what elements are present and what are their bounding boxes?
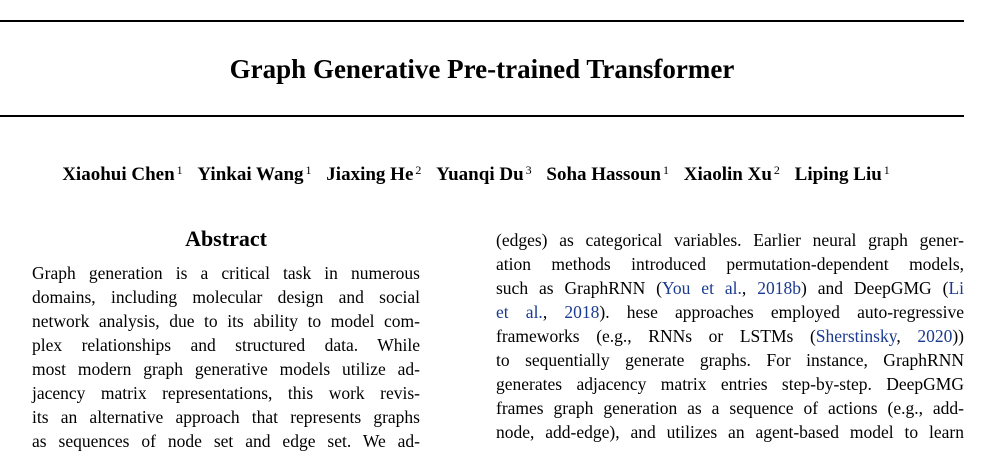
- body-line: [496, 324, 964, 348]
- author-name: Yinkai Wang: [197, 164, 304, 185]
- body-line: (edges) as categorical variables. Earlier neural graph gener-: [496, 230, 964, 250]
- body-text: frameworks (e.g., RNNs or LSTMs (: [496, 326, 816, 346]
- author-list: [0, 158, 952, 187]
- body-text: ,: [542, 302, 565, 322]
- author-affiliation: 1: [883, 163, 890, 177]
- body-line: [496, 300, 964, 324]
- author-5: [546, 158, 669, 187]
- body-line: ation methods introduced permutation-dependent models,: [496, 254, 964, 274]
- abstract-line: domains, including molecular design and social: [32, 287, 420, 307]
- title-top-rule: [0, 20, 964, 22]
- abstract-line: plex relationships and structured data. While: [32, 335, 420, 355]
- citation-link[interactable]: 2020: [917, 326, 953, 346]
- abstract-line: its an alternative approach that represents graphs: [32, 407, 420, 427]
- body-line: frames graph generation as a sequence of actions (e.g., add-: [496, 398, 964, 418]
- body-line: [496, 276, 964, 300]
- abstract-line: Graph generation is a critical task in numerous: [32, 263, 420, 283]
- abstract-line: jacency matrix representations, this work revis-: [32, 383, 420, 403]
- citation-link[interactable]: 2018: [564, 302, 600, 322]
- author-affiliation: 2: [415, 163, 422, 177]
- author-name: Yuanqi Du: [436, 164, 524, 185]
- author-name: Xiaolin Xu: [683, 164, 772, 185]
- author-3: [326, 158, 421, 187]
- author-affiliation: 2: [773, 163, 780, 177]
- author-6: [684, 158, 780, 187]
- citation-link[interactable]: et al.: [496, 302, 543, 322]
- citation-link[interactable]: You et al.: [661, 278, 742, 298]
- author-affiliation: 1: [176, 163, 183, 177]
- author-2: [197, 158, 311, 187]
- abstract-line: network analysis, due to its ability to model com-: [32, 311, 420, 331]
- citation-link[interactable]: 2018b: [757, 278, 801, 298]
- author-4: [436, 158, 532, 187]
- body-text: )): [952, 326, 964, 346]
- title-bottom-rule: [0, 115, 964, 117]
- author-name: Xiaohui Chen: [62, 164, 175, 185]
- body-line: node, add-edge), and utilizes an agent-based model to learn: [496, 422, 964, 442]
- citation-link[interactable]: Li: [948, 278, 965, 298]
- author-7: [795, 158, 890, 187]
- citation-link[interactable]: Sherstinsky: [815, 326, 897, 346]
- author-name: Liping Liu: [794, 164, 882, 185]
- abstract-line: as sequences of node set and edge set. We ad-: [32, 431, 420, 451]
- author-name: Soha Hassoun: [546, 164, 661, 185]
- body-text: such as GraphRNN (: [496, 278, 662, 298]
- body-text: ,: [741, 278, 758, 298]
- body-text: ). hese approaches employed auto-regressive: [599, 302, 964, 322]
- body-line: generates adjacency matrix entries step-by-step. DeepGMG: [496, 374, 964, 394]
- abstract-line: most modern graph generative models utilize ad-: [32, 359, 420, 379]
- abstract-heading: Abstract: [185, 226, 267, 251]
- body-line: to sequentially generate graphs. For instance, GraphRNN: [496, 350, 964, 370]
- author-affiliation: 3: [525, 163, 532, 177]
- author-1: [62, 158, 182, 187]
- author-name: Jiaxing He: [326, 164, 414, 185]
- body-text: ,: [896, 326, 918, 346]
- author-affiliation: 1: [305, 163, 312, 177]
- paper-title: Graph Generative Pre-trained Transformer: [229, 54, 735, 84]
- author-affiliation: 1: [662, 163, 669, 177]
- body-text: ) and DeepGMG (: [800, 278, 949, 298]
